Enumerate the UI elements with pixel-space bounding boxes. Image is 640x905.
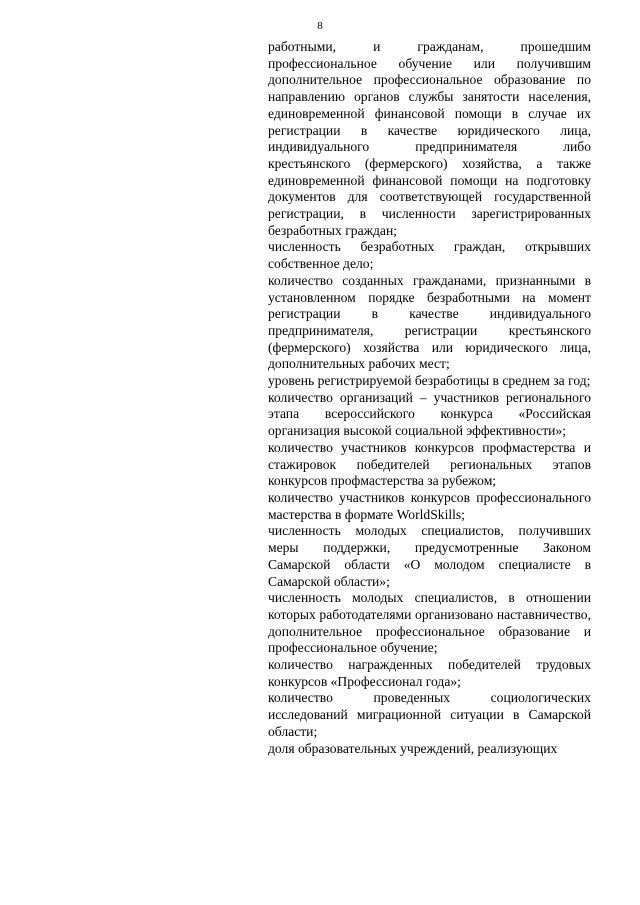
paragraph: численность безработных граждан, открывших собственное дело; bbox=[268, 239, 591, 272]
paragraph: доля образовательных учреждений, реализующих bbox=[268, 740, 558, 756]
paragraph: количество организаций – участников регионального этапа всероссийского конкурса «Российская организация высокой социальной эффективности»; bbox=[268, 389, 591, 439]
paragraph: количество проведенных социологических исследований миграционной ситуации в Самарской области; bbox=[268, 690, 591, 739]
paragraph: численность молодых специалистов, в отношении которых работодателями организовано наставничество, дополнительное профессиональное образование и профессиональное обучение; bbox=[268, 590, 591, 656]
page-number: 8 bbox=[317, 20, 323, 32]
paragraph: работными, и гражданам, прошедшим профессиональное обучение или получившим дополнительное профессиональное образование по направлению органов службы занятости населения, единовременной финансовой помощи в случае их регистрации в качестве юридического лица, индивидуального предпринимателя либо крестьянского (фермерского) хозяйства, а также единовременной финансовой помощи на подготовку документов для соответствующей государственной регистрации, в численности зарегистрированных безработных граждан; bbox=[268, 39, 591, 238]
paragraph: количество участников конкурсов профмастерства и стажировок победителей региональных этапов конкурсов профмастерства за рубежом; bbox=[268, 439, 591, 489]
body-text bbox=[268, 39, 591, 757]
paragraph: количество участников конкурсов профессионального мастерства в формате WorldSkills; bbox=[268, 489, 591, 522]
paragraph: численность молодых специалистов, получивших меры поддержки, предусмотренные Законом Самарской области «О молодом специалисте в Самарской области»; bbox=[268, 523, 591, 589]
paragraph: количество созданных гражданами, признанными в установленном порядке безработными на момент регистрации в качестве индивидуального предпринимателя, регистрации крестьянского (фермерского) хозяйства или юридического лица, дополнительных рабочих мест; bbox=[268, 272, 591, 372]
paragraph: уровень регистрируемой безработицы в среднем за год; bbox=[268, 373, 591, 389]
paragraph: количество награжденных победителей трудовых конкурсов «Профессионал года»; bbox=[268, 657, 591, 689]
